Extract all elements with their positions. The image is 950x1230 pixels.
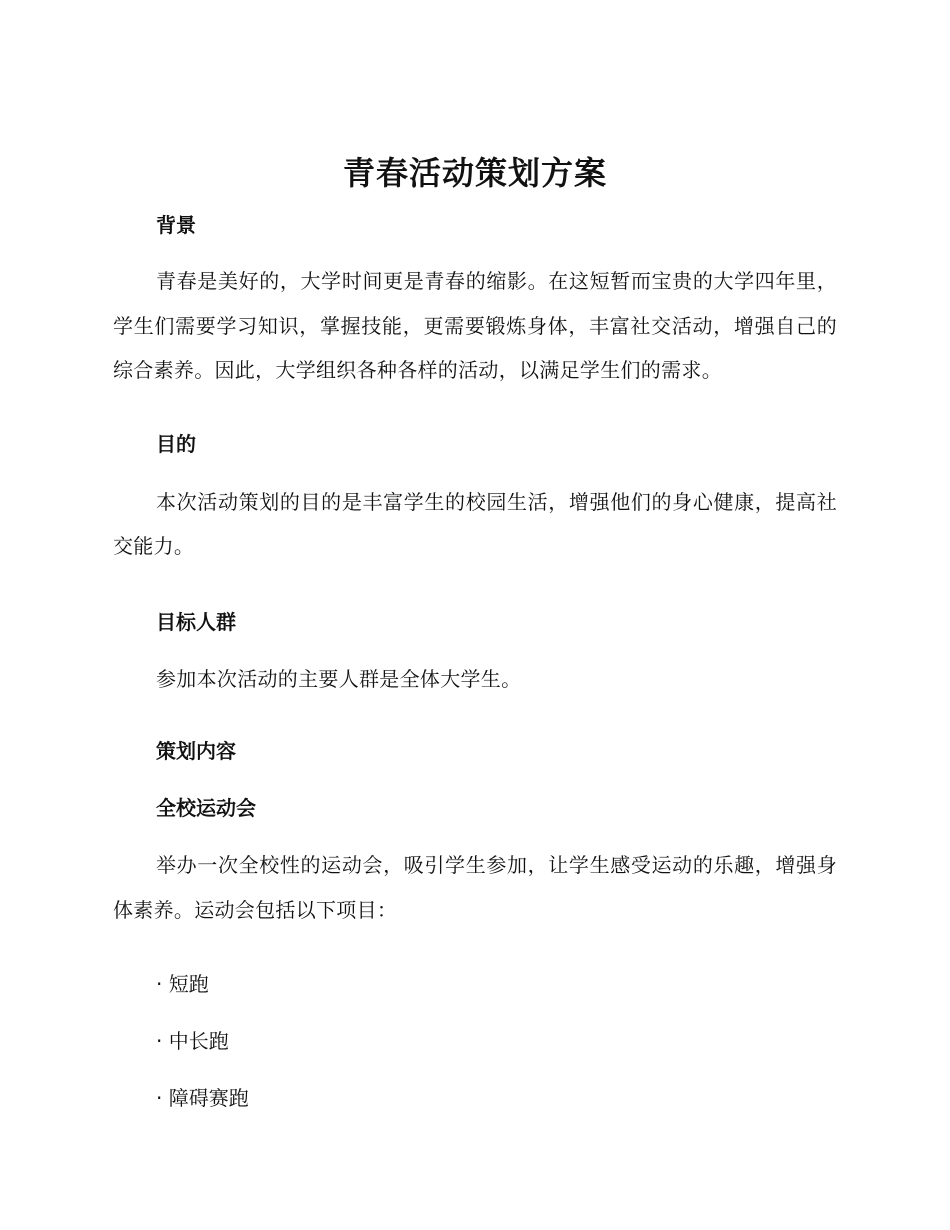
list-item-middle-distance: · 中长跑 [156, 1029, 229, 1053]
section-heading-target: 目标人群 [156, 609, 236, 634]
section-heading-plan: 策划内容 [156, 739, 236, 763]
paragraph-target: 参加本次活动的主要人群是全体大学生。 [156, 666, 522, 691]
list-item-steeplechase: · 障碍赛跑 [156, 1086, 249, 1110]
paragraph-sports-meet: 举办一次全校性的运动会，吸引学生参加，让学生感受运动的乐趣，增强身体素养。运动会包括以下项目： [113, 853, 837, 922]
document-title: 青春活动策划方案 [342, 154, 607, 192]
section-heading-background: 背景 [156, 213, 196, 237]
paragraph-background: 青春是美好的，大学时间更是青春的缩影。在这短暂而宝贵的大学四年里，学生们需要学习知识，掌握技能，更需要锻炼身体，丰富社交活动，增强自己的综合素养。因此，大学组织各种各样的活动，以满足学生们的需求。 [113, 269, 837, 382]
list-item-sprint: · 短跑 [156, 972, 209, 996]
section-heading-sports-meet: 全校运动会 [156, 796, 256, 820]
section-heading-purpose: 目的 [156, 431, 196, 456]
paragraph-purpose: 本次活动策划的目的是丰富学生的校园生活，增强他们的身心健康，提高社交能力。 [113, 489, 837, 558]
